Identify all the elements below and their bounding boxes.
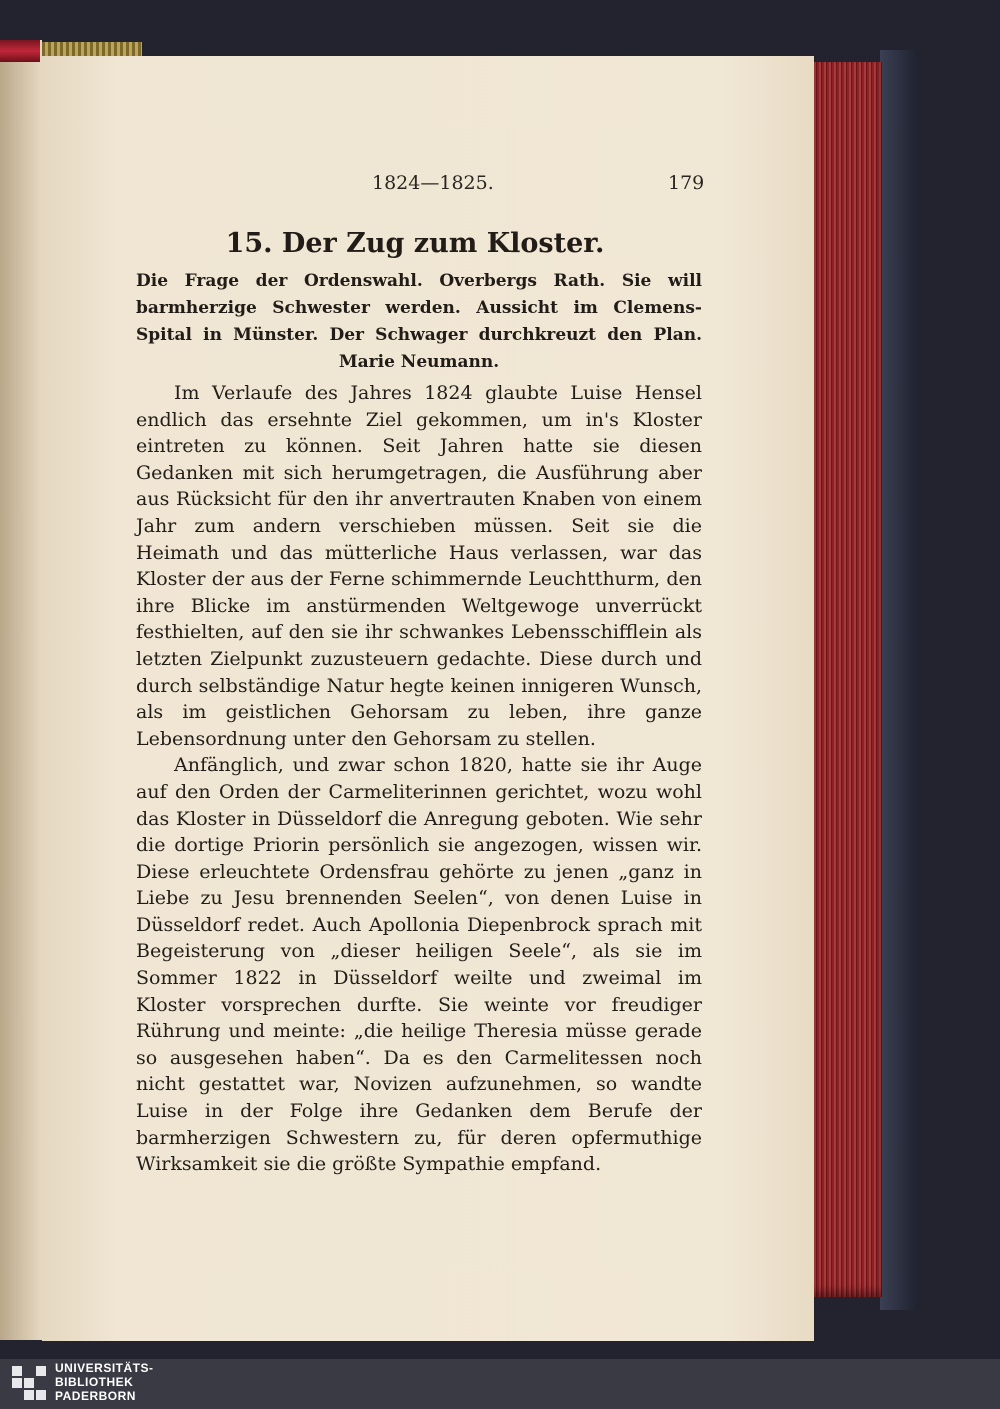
bookmark-ribbon (0, 40, 40, 62)
chapter-title: 15. Der Zug zum Kloster. (225, 228, 605, 259)
library-logo-line: PADERBORN (55, 1389, 136, 1403)
facing-page-edge (0, 40, 42, 1340)
book-cover-edge (880, 50, 918, 1310)
paragraph: Anfänglich, und zwar schon 1820, hatte sie ihr Auge auf den Orden der Carmeliterinnen gerichtet, wozu wohl das Kloster in Düsseldorf die Anregung geboten. Wie sehr die dortige Priorin persönlich sie angezogen, wissen wir. Diese erleuchtete Ordensfrau gehörte zu jenen „ganz in Liebe zu Jesu brennenden Seelen“, von denen Luise in Düsseldorf redet. Auch Apollonia Diepenbrock sprach mit Begeisterung von „dieser heiligen Seele“, als sie im Sommer 1822 in Düsseldorf weilte und zweimal im Kloster vorsprechen durfte. Sie weinte vor freudiger Rührung und meinte: „die heilige Theresia müsse gerade so ausgesehen haben“. Da es den Carmelitessen noch nicht gestattet war, Novizen aufzunehmen, so wandte Luise in der Folge ihre Gedanken dem Berufe der barmherzigen Schwestern zu, für deren opfermuthige Wirksamkeit sie die größte Sympathie empfand. (136, 754, 702, 1176)
spine-binding (42, 42, 142, 56)
running-head: 1824—1825. (372, 172, 494, 194)
library-logo-line: UNIVERSITÄTS- (55, 1361, 154, 1375)
library-logo-line: BIBLIOTHEK (55, 1375, 134, 1389)
page-block-edges (812, 62, 882, 1297)
library-logo-text (55, 1361, 215, 1403)
library-logo-icon (12, 1366, 46, 1400)
body-text (136, 380, 702, 1178)
page-number: 179 (668, 172, 705, 194)
paragraph: Im Verlaufe des Jahres 1824 glaubte Luise Hensel endlich das ersehnte Ziel gekommen, um in's Kloster eintreten zu können. Seit Jahren hatte sie diesen Gedanken mit sich herumgetragen, die Ausführung aber aus Rücksicht für den ihr anvertrauten Knaben von einem Jahr zum andern verschieben müssen. Seit sie die Heimath und das mütterliche Haus verlassen, war das Kloster der aus der Ferne schimmernde Leuchtthurm, den ihre Blicke im anstürmenden Weltgewoge unverrückt festhielten, auf den sie ihr schwankes Lebensschifflein als letzten Zielpunkt zuzusteuern gedachte. Diese durch und durch selbständige Natur hegte keinen innigeren Wunsch, als im geistlichen Gehorsam zu leben, ihre ganze Lebensordnung unter den Gehorsam zu stellen. (136, 382, 702, 750)
chapter-summary: Die Frage der Ordenswahl. Overbergs Rath. Sie will barmherzige Schwester werden. Aussicht im Clemens-Spital in Münster. Der Schwager durchkreuzt den Plan. Marie Neumann. (136, 271, 702, 372)
